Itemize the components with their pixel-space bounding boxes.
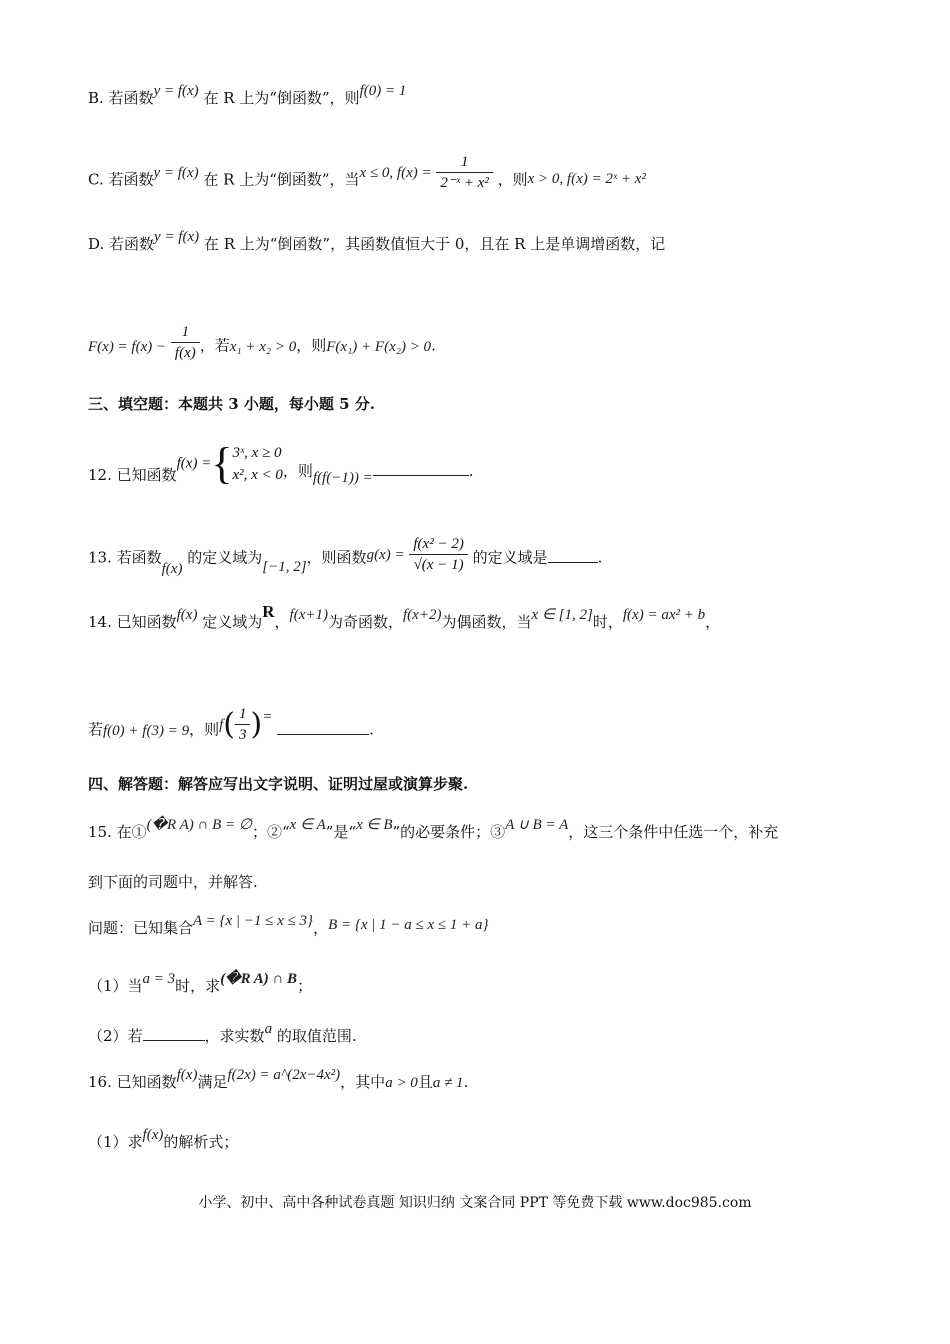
option-d-fraction-denominator: f(x): [174, 345, 196, 361]
question-12: [88, 439, 474, 488]
q13-fraction: [409, 534, 467, 575]
q14b-prefix: 若: [88, 720, 104, 739]
q14-text-2: ，: [274, 613, 290, 631]
q16-math-3: a > 0: [385, 1075, 418, 1091]
question-15-line-2: 到下面的司题中，并解答.: [88, 873, 258, 891]
q13-math-3: g(x) =: [366, 546, 405, 563]
question-15-part-1: [88, 971, 313, 997]
q15e-text-2: 的取值范围.: [276, 1027, 357, 1045]
q15c-set-b: B = {x | 1 − a ≤ x ≤ 1 + a}: [328, 917, 489, 933]
q13-prefix: 13. 若函数: [88, 548, 162, 567]
q15e-answer-blank: [143, 1040, 205, 1041]
q12-end: .: [468, 462, 474, 480]
q14b-paren-left: (: [223, 706, 235, 742]
q14-text-6: ，: [705, 613, 721, 631]
q14b-eq: =: [262, 708, 273, 725]
q16-math-4: a ≠ 1: [432, 1075, 464, 1091]
q15-math-3: x ∈ B: [356, 817, 393, 833]
option-c-math-2: x ≤ 0, f(x) =: [359, 164, 432, 181]
option-c-prefix: C. 若函数: [88, 170, 154, 189]
option-c: [88, 154, 646, 201]
q12-prefix: 12. 已知函数: [88, 466, 177, 484]
q16a-prefix: （1）求: [88, 1133, 143, 1151]
q12-answer-blank: [373, 475, 469, 476]
question-16: [88, 1067, 469, 1093]
q13-text-2: ，则函数: [306, 548, 367, 567]
question-15-part-2: [88, 1021, 357, 1047]
section-3-heading: 三、填空题：本题共 3 小题，每小题 5 分.: [88, 395, 375, 413]
q15-text-3: ”的必要条件；③: [392, 823, 506, 841]
q12-fx: f(x) =: [176, 455, 212, 472]
q15d-text-1: 时，求: [175, 977, 221, 995]
page-footer: 小学、初中、高中各种试卷真题 知识归纳 文案合同 PPT 等免费下载 www.doc985.com: [198, 1195, 752, 1211]
q15-text-2: ”是“: [325, 823, 357, 841]
option-d-fraction: [171, 322, 200, 363]
option-c-sep: ，则: [497, 170, 528, 189]
option-c-fraction-numerator: 1: [436, 152, 492, 173]
q15c-prefix: 问题：已知集合: [88, 919, 194, 937]
q16-text-4: .: [463, 1073, 469, 1091]
q12-sep: ，则: [282, 462, 313, 480]
q12-brace: {: [211, 439, 233, 488]
option-d-sep-2: ，则: [296, 336, 327, 355]
q16-math-2: f(2x) = a^(2x−4x²): [227, 1067, 341, 1083]
q15d-prefix: （1）当: [88, 977, 143, 995]
q15d-math-1: a = 3: [142, 971, 176, 987]
q14-math-2: f(x+1): [289, 607, 328, 623]
option-c-text: 在 R 上为“倒函数”，当: [203, 170, 360, 189]
q15c-set-a: A = {x | −1 ≤ x ≤ 3}: [193, 913, 314, 929]
q14b-math-1: f(0) + f(3) = 9: [103, 722, 190, 739]
q12-cases: [232, 442, 282, 486]
q15e-math-1: a: [264, 1021, 273, 1037]
q15-text-1: ；②“: [251, 823, 290, 841]
q14-text-1: 定义域为: [202, 613, 263, 631]
option-b-prefix: B. 若函数: [88, 89, 154, 107]
question-14: [88, 602, 721, 633]
q14-text-3: 为奇函数，: [327, 613, 403, 631]
option-d-end: .: [431, 336, 436, 355]
q16-text-3: 且: [417, 1073, 433, 1091]
q12-function: [176, 439, 283, 488]
option-c-math-3: x > 0, f(x) = 2ˣ + x²: [527, 170, 646, 187]
q14b-fraction-denominator: 3: [238, 727, 247, 743]
q16a-text-1: 的解析式；: [163, 1133, 239, 1151]
q15c-text-1: ，: [313, 919, 329, 937]
q14b-end: .: [369, 720, 374, 739]
q13-math-2: [−1, 2]: [262, 558, 307, 575]
q15d-text-2: ；: [297, 977, 313, 995]
option-d-math-1: y = f(x): [154, 229, 200, 245]
option-d-sep-1: ，若: [199, 336, 230, 355]
q15-math-1: (�R A) ∩ B = ∅: [146, 817, 252, 833]
q14b-f: f: [219, 716, 224, 733]
option-b-math-1: y = f(x): [153, 83, 199, 99]
q14-math-1: f(x): [176, 607, 198, 623]
option-d-fraction-numerator: 1: [171, 322, 200, 343]
option-d-prefix: D. 若函数: [88, 235, 155, 253]
q16a-math-1: f(x): [142, 1127, 164, 1143]
option-c-fraction: [436, 152, 492, 193]
q13-text-3: 的定义域是: [472, 548, 548, 567]
q15-math-4: A ∪ B = A: [505, 817, 569, 833]
question-15: [88, 817, 779, 843]
q13-fraction-numerator: f(x² − 2): [409, 534, 467, 555]
option-d-math-f: F(x) = f(x) −: [88, 338, 167, 355]
option-c-math-1: y = f(x): [153, 164, 199, 181]
q14-math-4: f(x+2): [403, 607, 442, 623]
q15-prefix: 15. 在①: [88, 823, 147, 841]
question-15-problem: [88, 913, 489, 939]
q12-math-2: f(f(−1)) =: [312, 470, 373, 486]
option-d-text: 在 R 上为“倒函数”，其函数值恒大于 0，且在 R 上是单调增函数，记: [203, 235, 666, 253]
option-d-math-2: x₁ + x₂ > 0: [229, 338, 297, 355]
q14-text-5: 时，: [592, 613, 623, 631]
question-14-line-2: [88, 706, 374, 751]
q15e-prefix: （2）若: [88, 1027, 143, 1045]
question-13: [88, 538, 602, 579]
q13-end: .: [597, 548, 603, 567]
q14b-paren-right: ): [250, 706, 263, 742]
q15-text-4: ，这三个条件中任选一个，补充: [568, 823, 779, 841]
option-b: [88, 83, 407, 109]
q14b-fraction-numerator: 1: [235, 704, 251, 725]
q14b-text-1: ，则: [189, 720, 220, 739]
q13-answer-blank: [548, 562, 598, 563]
q16-math-1: f(x): [176, 1067, 198, 1083]
section-4-heading: 四、解答题：解答应写出文字说明、证明过屋或演算步聚.: [88, 775, 469, 793]
q14b-fraction: [235, 704, 251, 745]
q12-case-2: x², x < 0: [232, 467, 283, 483]
option-c-fraction-denominator: 2⁻ˣ + x²: [440, 175, 489, 191]
q14-text-4: 为偶函数，当: [441, 613, 532, 631]
q14-real-set: R: [262, 602, 275, 621]
q13-math-1: f(x): [161, 560, 183, 577]
option-d-math-3: F(x₁) + F(x₂) > 0: [326, 338, 432, 355]
q15e-text-1: ，求实数: [204, 1027, 265, 1045]
q16-prefix: 16. 已知函数: [88, 1073, 177, 1091]
q14-math-5: x ∈ [1, 2]: [531, 607, 593, 623]
q13-fraction-denominator: √(x − 1): [413, 557, 464, 573]
q14-math-6: f(x) = ax² + b: [622, 607, 706, 623]
q13-text-1: 的定义域为: [187, 548, 263, 567]
q14-prefix: 14. 已知函数: [88, 613, 177, 631]
q12-case-1: 3ˣ, x ≥ 0: [232, 445, 282, 461]
option-d: [88, 229, 666, 255]
option-d-formula: [88, 326, 436, 367]
q15d-math-2: (�R A) ∩ B: [220, 971, 298, 987]
q16-text-1: 满足: [197, 1073, 228, 1091]
q15-math-2: x ∈ A: [289, 817, 326, 833]
question-16-part-1: [88, 1127, 239, 1153]
option-b-math-2: f(0) = 1: [359, 83, 407, 99]
q16-text-2: ，其中: [340, 1073, 386, 1091]
option-b-text: 在 R 上为“倒函数”，则: [203, 89, 360, 107]
q14b-answer-blank: [277, 734, 369, 735]
